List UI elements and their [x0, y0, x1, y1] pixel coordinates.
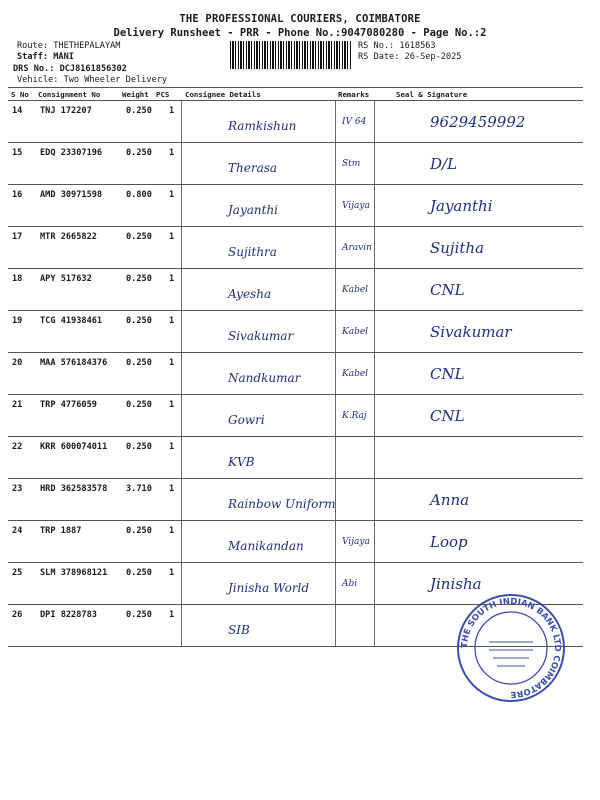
col-divider [335, 437, 336, 479]
row-pcs: 1 [169, 232, 175, 242]
col-divider [374, 353, 375, 395]
row-divider [8, 562, 583, 563]
row-consignee-handwriting: Ayesha [228, 287, 272, 301]
row-consignment-no: DPI 8228783 [40, 610, 97, 620]
col-consignment: Consignment No [38, 90, 101, 99]
col-divider [374, 395, 375, 437]
row-sno: 14 [12, 106, 23, 116]
col-divider [374, 101, 375, 143]
col-divider [181, 437, 182, 479]
row-consignee-handwriting: Rainbow Uniform [228, 497, 336, 511]
row-divider [8, 394, 583, 395]
stamp-text: THE SOUTH INDIAN BANK LTD COIMBATORE [459, 596, 563, 700]
row-pcs: 1 [169, 526, 175, 536]
col-sno: S No [11, 90, 29, 99]
row-consignment-no: APY 517632 [40, 274, 92, 284]
row-consignment-no: HRD 362583578 [40, 484, 108, 494]
row-consignee-handwriting: Gowri [228, 413, 265, 427]
row-divider [8, 184, 583, 185]
col-divider [181, 605, 182, 647]
row-weight: 0.250 [126, 316, 152, 326]
row-sno: 17 [12, 232, 23, 242]
row-remarks-handwriting: Aravin [342, 243, 372, 253]
col-divider [181, 269, 182, 311]
row-signature: CNL [430, 365, 465, 383]
row-remarks-handwriting: IV 64 [342, 117, 367, 127]
row-sno: 16 [12, 190, 23, 200]
row-signature: Loop [430, 533, 468, 551]
row-consignment-no: MAA 576184376 [40, 358, 108, 368]
row-pcs: 1 [169, 106, 175, 116]
row-pcs: 1 [169, 484, 175, 494]
row-remarks-handwriting: Vijaya [342, 201, 370, 211]
drs-info: DRS No.: DCJ8161856302 [13, 64, 127, 74]
col-divider [335, 521, 336, 563]
col-divider [374, 479, 375, 521]
row-sno: 19 [12, 316, 23, 326]
row-sno: 21 [12, 400, 23, 410]
row-sno: 20 [12, 358, 23, 368]
col-divider [374, 605, 375, 647]
col-divider [181, 479, 182, 521]
col-weight: Weight [122, 90, 149, 99]
row-sno: 23 [12, 484, 23, 494]
row-sno: 25 [12, 568, 23, 578]
row-weight: 0.250 [126, 106, 152, 116]
col-divider [335, 563, 336, 605]
col-divider [181, 521, 182, 563]
col-divider [335, 605, 336, 647]
col-pcs: PCS [156, 90, 170, 99]
row-consignment-no: TCG 41938461 [40, 316, 103, 326]
row-pcs: 1 [169, 610, 175, 620]
row-sno: 22 [12, 442, 23, 452]
vehicle-info: Vehicle: Two Wheeler Delivery [17, 75, 168, 85]
col-divider [181, 143, 182, 185]
col-divider [335, 395, 336, 437]
col-divider [181, 101, 182, 143]
row-signature: D/L [430, 155, 458, 173]
row-consignment-no: MTR 2665822 [40, 232, 97, 242]
col-divider [335, 185, 336, 227]
row-consignee-handwriting: Sivakumar [228, 329, 294, 343]
row-remarks-handwriting: Stm [342, 159, 361, 169]
row-weight: 0.250 [126, 358, 152, 368]
row-consignee-handwriting: Jayanthi [228, 203, 279, 217]
row-consignee-handwriting: Jinisha World [228, 581, 310, 595]
row-divider [8, 520, 583, 521]
col-divider [335, 353, 336, 395]
row-consignee-handwriting: Nandkumar [228, 371, 301, 385]
col-divider [374, 143, 375, 185]
row-divider [8, 268, 583, 269]
col-divider [335, 311, 336, 353]
route-info: Route: THETHEPALAYAM [17, 41, 121, 51]
col-divider [374, 311, 375, 353]
company-title: THE PROFESSIONAL COURIERS, COIMBATORE [179, 13, 421, 25]
row-consignment-no: KRR 600074011 [40, 442, 108, 452]
runsheet-title: Delivery Runsheet - PRR - Phone No.:9047080280 - Page No.:2 [113, 27, 487, 39]
col-seal-signature: Seal & Signature [396, 90, 468, 99]
row-weight: 0.250 [126, 148, 152, 158]
row-weight: 3.710 [126, 484, 152, 494]
col-divider [335, 143, 336, 185]
col-divider [181, 563, 182, 605]
row-pcs: 1 [169, 400, 175, 410]
row-signature: Sivakumar [430, 323, 512, 341]
row-divider [8, 352, 583, 353]
bank-stamp-icon [455, 592, 567, 704]
col-remarks: Remarks [338, 90, 370, 99]
row-weight: 0.250 [126, 400, 152, 410]
row-consignment-no: TNJ 172207 [40, 106, 92, 116]
col-divider [374, 269, 375, 311]
col-divider [335, 479, 336, 521]
row-consignee-handwriting: SIB [228, 623, 250, 637]
row-consignee-handwriting: Manikandan [228, 539, 304, 553]
row-weight: 0.250 [126, 568, 152, 578]
row-sno: 15 [12, 148, 23, 158]
row-remarks-handwriting: Vijaya [342, 537, 370, 547]
row-weight: 0.250 [126, 442, 152, 452]
row-divider [8, 226, 583, 227]
header-divider-top [8, 87, 583, 88]
row-signature: Anna [430, 491, 470, 509]
row-weight: 0.250 [126, 610, 152, 620]
col-divider [374, 521, 375, 563]
row-weight: 0.250 [126, 526, 152, 536]
row-weight: 0.800 [126, 190, 152, 200]
row-pcs: 1 [169, 190, 175, 200]
row-pcs: 1 [169, 358, 175, 368]
row-pcs: 1 [169, 316, 175, 326]
row-remarks-handwriting: Kabel [342, 327, 369, 337]
col-consignee: Consignee Details [185, 90, 261, 99]
row-remarks-handwriting: Kabel [342, 285, 369, 295]
row-consignee-handwriting: KVB [228, 455, 255, 469]
row-pcs: 1 [169, 568, 175, 578]
col-divider [374, 437, 375, 479]
barcode [230, 41, 352, 69]
row-consignment-no: TRP 4776059 [40, 400, 97, 410]
col-divider [335, 269, 336, 311]
rs-date: RS Date: 26-Sep-2025 [358, 52, 462, 62]
row-divider [8, 310, 583, 311]
row-sno: 18 [12, 274, 23, 284]
rs-number: RS No.: 1618563 [358, 41, 436, 51]
header-divider-bottom [8, 100, 583, 101]
row-signature: CNL [430, 281, 465, 299]
row-pcs: 1 [169, 148, 175, 158]
row-signature: Jayanthi [430, 197, 493, 215]
row-divider [8, 142, 583, 143]
row-consignee-handwriting: Therasa [228, 161, 278, 175]
col-divider [181, 395, 182, 437]
row-pcs: 1 [169, 274, 175, 284]
row-signature: Jinisha [430, 575, 482, 593]
row-weight: 0.250 [126, 274, 152, 284]
row-remarks-handwriting: Kabel [342, 369, 369, 379]
row-signature: Sujitha [430, 239, 485, 257]
col-divider [181, 311, 182, 353]
row-remarks-handwriting: Abi [342, 579, 358, 589]
col-divider [335, 101, 336, 143]
row-divider [8, 436, 583, 437]
col-divider [181, 353, 182, 395]
row-remarks-handwriting: K.Raj [342, 411, 367, 421]
col-divider [374, 185, 375, 227]
row-consignee-handwriting: Ramkishun [228, 119, 297, 133]
row-weight: 0.250 [126, 232, 152, 242]
row-consignment-no: AMD 30971598 [40, 190, 103, 200]
row-consignment-no: TRP 1887 [40, 526, 82, 536]
row-consignment-no: SLM 378968121 [40, 568, 108, 578]
row-sno: 24 [12, 526, 23, 536]
row-divider [8, 478, 583, 479]
col-divider [374, 227, 375, 269]
col-divider [181, 185, 182, 227]
row-signature: CNL [430, 407, 465, 425]
col-divider [181, 227, 182, 269]
col-divider [374, 563, 375, 605]
row-consignment-no: EDQ 23307196 [40, 148, 103, 158]
row-pcs: 1 [169, 442, 175, 452]
col-divider [335, 227, 336, 269]
row-sno: 26 [12, 610, 23, 620]
row-consignee-handwriting: Sujithra [228, 245, 277, 259]
staff-info: Staff: MANI [17, 52, 74, 62]
row-signature: 9629459992 [430, 113, 526, 131]
